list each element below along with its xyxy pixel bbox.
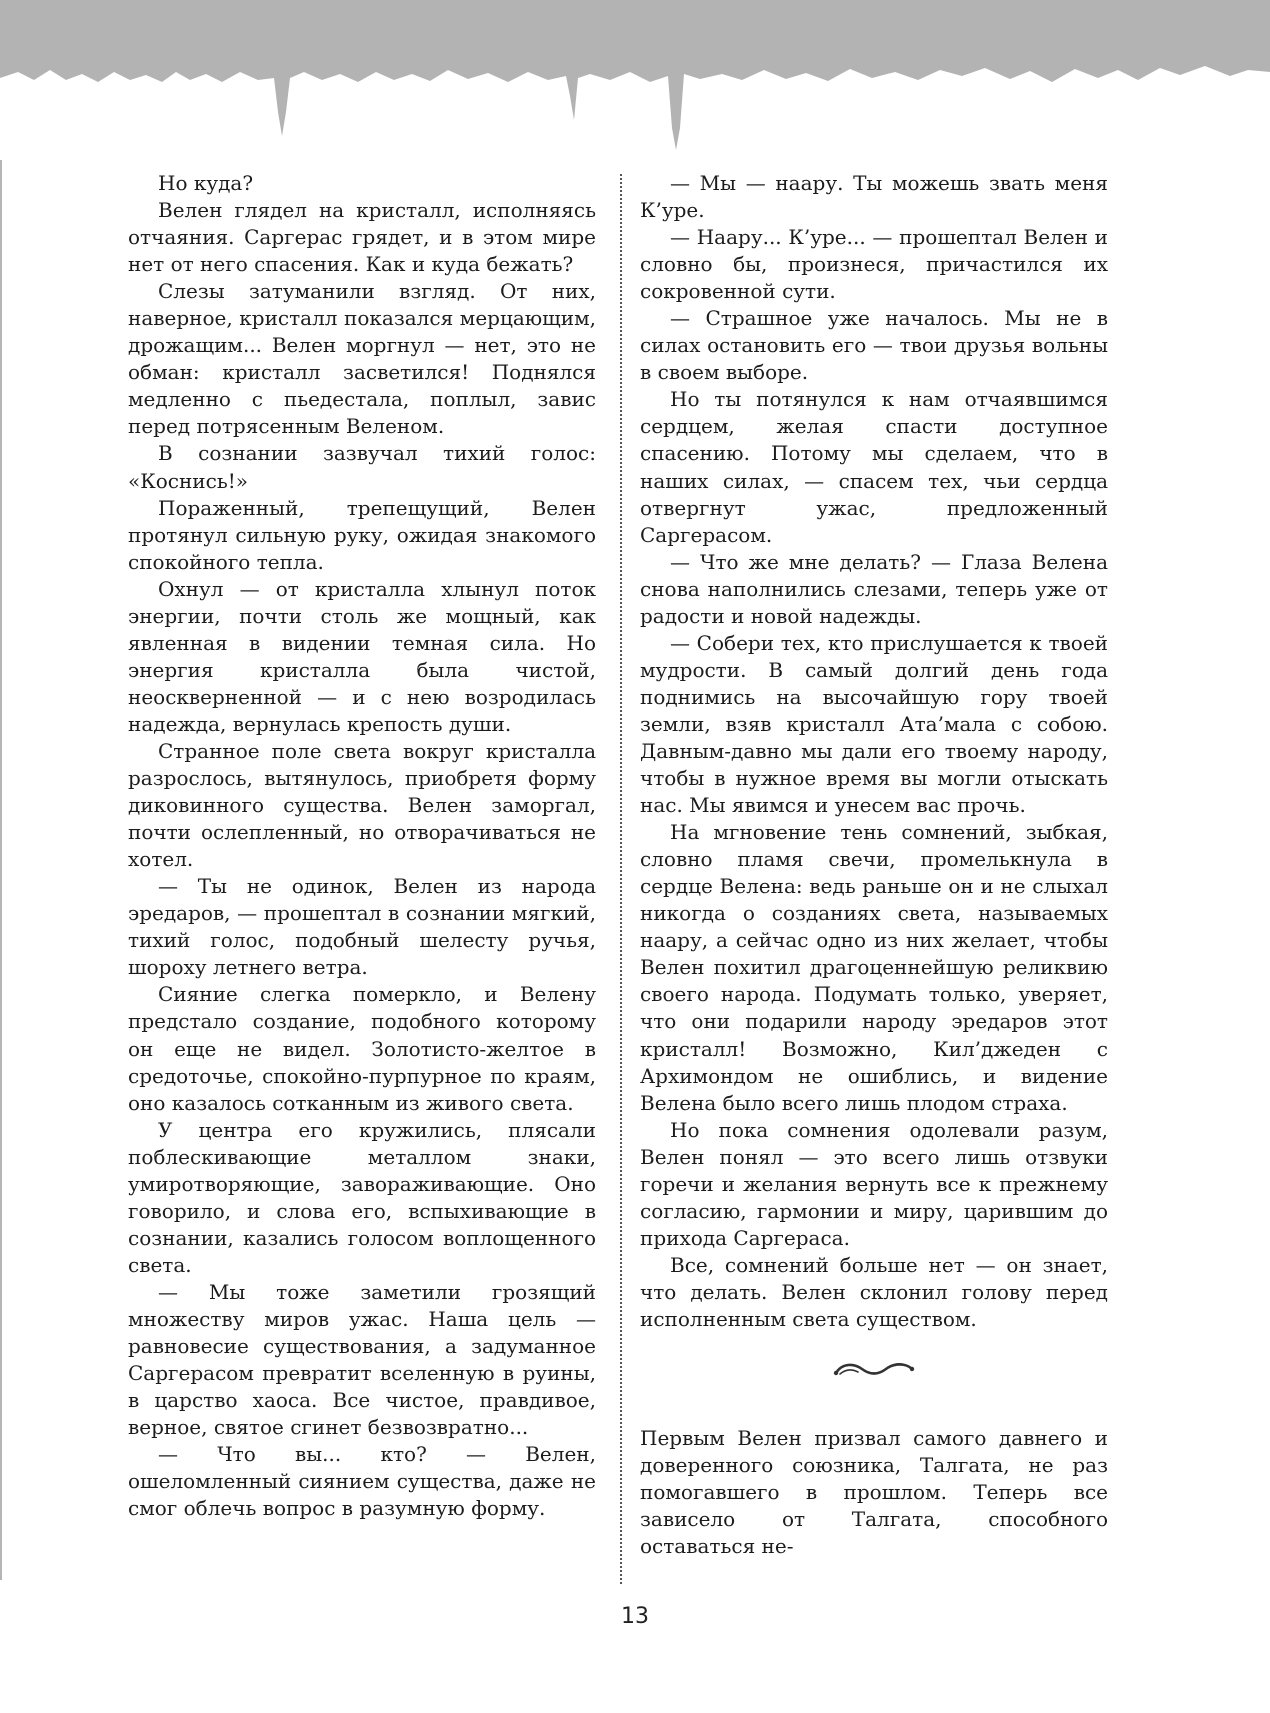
paragraph: В сознании зазвучал тихий голос: «Коснись!»	[128, 441, 596, 493]
paragraph: — Мы — наару. Ты можешь звать меня К’уре.	[640, 171, 1108, 223]
paragraph: — Наару... К’уре... — прошептал Велен и словно бы, произнеся, причастился их сокровенной сути.	[640, 225, 1108, 304]
paragraph: Но куда?	[158, 171, 254, 195]
column-divider	[620, 174, 622, 1584]
paragraph: Пораженный, трепещущий, Велен протянул сильную руку, ожидая знакомого спокойного тепла.	[128, 495, 596, 574]
paragraph: Но пока сомнения одолевали разум, Велен понял — это всего лишь отзвуки горечи и желания вернуть все к прежнему согласию, гармонии и миру, царившим до прихода Саргераса.	[640, 1117, 1108, 1250]
paragraph: Но ты потянулся к нам отчаявшимся сердцем, желая спасти доступное спасению. Потому мы сделаем, что в наших силах, — спасем тех, чьи сердца отвергнут ужас, предложенный Саргерасом.	[640, 387, 1108, 547]
paragraph: — Что вы... кто? — Велен, ошеломленный сиянием существа, даже не смог облечь вопрос в разумную форму.	[128, 1442, 596, 1521]
paragraph: — Мы тоже заметили грозящий множеству миров ужас. Наша цель — равновесие существования, а задуманное Саргерасом превратит вселенную в руины, в царство хаоса. Все чистое, правдивое, верное, святое сгинет безвозвратно...	[128, 1279, 596, 1440]
paragraph: Охнул — от кристалла хлынул поток энергии, почти столь же мощный, как явленная в видении темная сила. Но энергия кристалла была чистой, неоскверненной — и с нею возродилась надежда, вернулась крепость души.	[128, 576, 596, 736]
page-edge	[0, 160, 2, 1580]
paragraph: Слезы затуманили взгляд. От них, наверное, кристалл показался мерцающим, дрожащим... Велен моргнул — нет, это не обман: кристалл засветился! Поднялся медленно с пьедестала, поплыл, завис перед потрясенным Веленом.	[128, 279, 596, 439]
header-band	[0, 0, 1270, 175]
paragraph: — Собери тех, кто прислушается к твоей мудрости. В самый долгий день года поднимись на высочайшую гору твоей земли, взяв кристалл Ата’мала с собою. Давным-давно мы дали его твоему народу, чтобы в нужное время вы могли отыскать нас. Мы явимся и унесем вас прочь.	[640, 630, 1108, 818]
paragraph: Первым Велен призвал самого давнего и доверенного союзника, Талгата, не раз помогавшего в прошлом. Теперь все зависело от Талгата, способного оставаться не-	[640, 1426, 1108, 1559]
paragraph: — Что же мне делать? — Глаза Велена снова наполнились слезами, теперь уже от радости и новой надежды.	[640, 549, 1108, 628]
paragraph: Все, сомнений больше нет — он знает, что делать. Велен склонил голову перед исполненным света существом.	[640, 1252, 1108, 1331]
right-column	[640, 170, 1108, 1560]
paragraph: На мгновение тень сомнений, зыбкая, словно пламя свечи, промелькнула в сердце Велена: ведь раньше он и не слыхал никогда о созданиях света, называемых наару, а сейчас одно из них желает, чтобы Велен похитил драгоценнейшую реликвию своего народа. Подумать только, уверяет, что они подарили народу эредаров этот кристалл! Возможно, Кил’джеден с Архимондом не ошиблись, и видение Велена было всего лишь плодом страха.	[640, 820, 1108, 1115]
left-column	[128, 170, 596, 1522]
flourish-divider-icon	[832, 1357, 916, 1381]
paragraph: Сияние слегка померкло, и Велену предстало создание, подобного которому он еще не видел. Золотисто-желтое в средоточье, спокойно-пурпурное по краям, оно казалось сотканным из живого света.	[128, 982, 596, 1115]
paragraph: У центра его кружились, плясали поблескивающие металлом знаки, умиротворяющие, завораживающие. Оно говорило, и слова его, вспыхивающие в сознании, казались голосом воплощенного света.	[128, 1117, 596, 1277]
page-number: 13	[621, 1604, 649, 1629]
paragraph: — Страшное уже началось. Мы не в силах остановить его — твои друзья вольны в своем выборе.	[640, 306, 1108, 385]
paragraph: Велен глядел на кристалл, исполняясь отчаяния. Саргерас грядет, и в этом мире нет от него спасения. Как и куда бежать?	[128, 198, 596, 277]
paragraph: Странное поле света вокруг кристалла разрослось, вытянулось, приобретя форму диковинного существа. Велен заморгал, почти ослепленный, но отворачиваться не хотел.	[128, 738, 596, 872]
paragraph: — Ты не одинок, Велен из народа эредаров, — прошептал в сознании мягкий, тихий голос, подобный шелесту ручья, шороху летнего ветра.	[128, 874, 596, 980]
